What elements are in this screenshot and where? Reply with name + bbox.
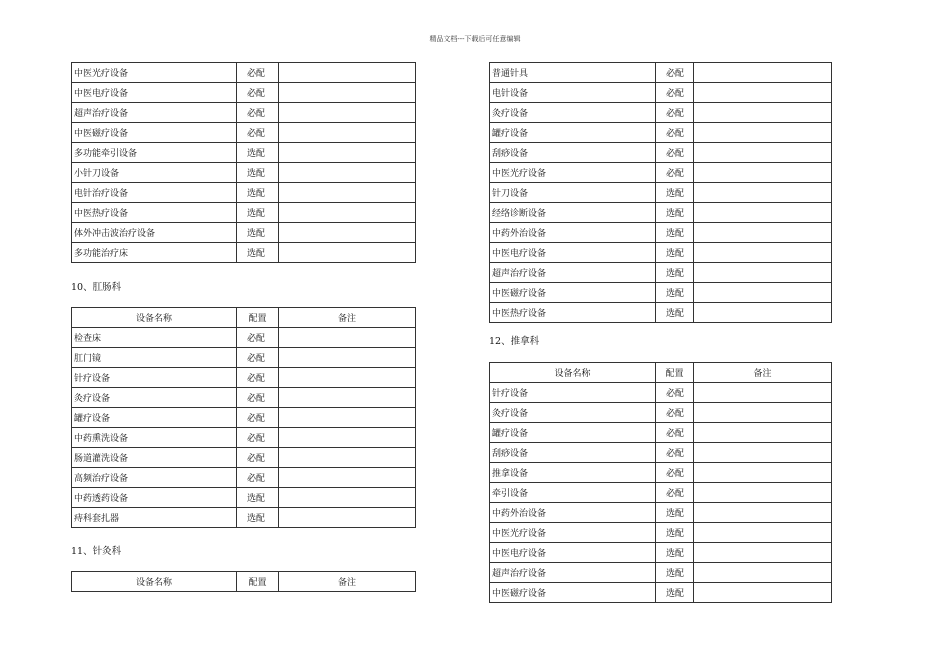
equipment-name-cell: 痔科套扎器 bbox=[72, 508, 237, 528]
config-cell: 选配 bbox=[656, 563, 694, 583]
config-cell: 选配 bbox=[656, 183, 694, 203]
remark-cell bbox=[694, 543, 832, 563]
table-row bbox=[72, 123, 416, 143]
remark-cell bbox=[279, 488, 416, 508]
config-cell: 选配 bbox=[237, 203, 279, 223]
config-cell: 选配 bbox=[237, 243, 279, 263]
equipment-name-cell: 灸疗设备 bbox=[490, 403, 656, 423]
equipment-name-cell: 中医电疗设备 bbox=[490, 243, 656, 263]
table-row bbox=[72, 143, 416, 163]
equipment-name-cell: 超声治疗设备 bbox=[72, 103, 237, 123]
remark-cell bbox=[279, 83, 416, 103]
equipment-name-cell: 刮痧设备 bbox=[490, 443, 656, 463]
remark-cell bbox=[279, 163, 416, 183]
table-row bbox=[490, 583, 832, 603]
table-row bbox=[490, 103, 832, 123]
remark-cell bbox=[694, 483, 832, 503]
table-row bbox=[72, 508, 416, 528]
config-cell: 必配 bbox=[656, 383, 694, 403]
column-header-config: 配置 bbox=[237, 308, 279, 328]
table-row bbox=[72, 408, 416, 428]
remark-cell bbox=[279, 143, 416, 163]
table-row bbox=[72, 488, 416, 508]
column-header-name: 设备名称 bbox=[490, 363, 656, 383]
config-cell: 选配 bbox=[656, 543, 694, 563]
table-row bbox=[72, 348, 416, 368]
config-cell: 选配 bbox=[656, 223, 694, 243]
remark-cell bbox=[279, 428, 416, 448]
equipment-name-cell: 肛门镜 bbox=[72, 348, 237, 368]
equipment-name-cell: 多功能治疗床 bbox=[72, 243, 237, 263]
table-row bbox=[72, 388, 416, 408]
page-header: 精品文档---下载后可任意编辑 bbox=[429, 35, 521, 43]
config-cell: 必配 bbox=[237, 63, 279, 83]
equipment-name-cell: 中医热疗设备 bbox=[490, 303, 656, 323]
table-row bbox=[490, 163, 832, 183]
remark-cell bbox=[279, 508, 416, 528]
table-row bbox=[490, 243, 832, 263]
equipment-name-cell: 多功能牵引设备 bbox=[72, 143, 237, 163]
column-header-name: 设备名称 bbox=[72, 308, 237, 328]
config-cell: 选配 bbox=[237, 183, 279, 203]
config-cell: 必配 bbox=[237, 348, 279, 368]
equipment-name-cell: 中药熏洗设备 bbox=[72, 428, 237, 448]
section-title-10: 10、肛肠科 bbox=[71, 282, 122, 293]
table-row bbox=[72, 243, 416, 263]
config-cell: 必配 bbox=[656, 443, 694, 463]
table-row bbox=[490, 443, 832, 463]
equipment-name-cell: 中药外治设备 bbox=[490, 503, 656, 523]
equipment-name-cell: 检查床 bbox=[72, 328, 237, 348]
equipment-name-cell: 中医光疗设备 bbox=[490, 163, 656, 183]
config-cell: 选配 bbox=[656, 263, 694, 283]
table-row bbox=[490, 263, 832, 283]
remark-cell bbox=[279, 103, 416, 123]
column-header-name: 设备名称 bbox=[72, 572, 237, 592]
remark-cell bbox=[694, 583, 832, 603]
section-title-11: 11、针灸科 bbox=[71, 546, 122, 557]
equipment-name-cell: 中医磁疗设备 bbox=[490, 583, 656, 603]
remark-cell bbox=[279, 203, 416, 223]
table-row bbox=[490, 183, 832, 203]
equipment-name-cell: 灸疗设备 bbox=[72, 388, 237, 408]
equipment-name-cell: 罐疗设备 bbox=[490, 423, 656, 443]
remark-cell bbox=[694, 203, 832, 223]
table-row bbox=[72, 448, 416, 468]
config-cell: 选配 bbox=[656, 303, 694, 323]
column-header-remark: 备注 bbox=[279, 572, 416, 592]
remark-cell bbox=[279, 448, 416, 468]
config-cell: 必配 bbox=[656, 463, 694, 483]
config-cell: 必配 bbox=[237, 123, 279, 143]
table-row bbox=[72, 203, 416, 223]
equipment-name-cell: 罐疗设备 bbox=[490, 123, 656, 143]
equipment-name-cell: 罐疗设备 bbox=[72, 408, 237, 428]
config-cell: 必配 bbox=[237, 83, 279, 103]
table-header-row bbox=[72, 308, 416, 328]
config-cell: 选配 bbox=[656, 583, 694, 603]
config-cell: 选配 bbox=[656, 203, 694, 223]
equipment-name-cell: 中医电疗设备 bbox=[490, 543, 656, 563]
equipment-name-cell: 牵引设备 bbox=[490, 483, 656, 503]
config-cell: 必配 bbox=[237, 408, 279, 428]
remark-cell bbox=[694, 263, 832, 283]
remark-cell bbox=[694, 183, 832, 203]
equipment-name-cell: 针疗设备 bbox=[490, 383, 656, 403]
equipment-name-cell: 经络诊断设备 bbox=[490, 203, 656, 223]
table-row bbox=[72, 428, 416, 448]
remark-cell bbox=[279, 123, 416, 143]
config-cell: 必配 bbox=[656, 103, 694, 123]
equipment-name-cell: 小针刀设备 bbox=[72, 163, 237, 183]
remark-cell bbox=[694, 243, 832, 263]
remark-cell bbox=[279, 388, 416, 408]
table-row bbox=[490, 143, 832, 163]
table-row bbox=[72, 368, 416, 388]
column-header-remark: 备注 bbox=[279, 308, 416, 328]
config-cell: 必配 bbox=[656, 123, 694, 143]
equipment-name-cell: 推拿设备 bbox=[490, 463, 656, 483]
equipment-name-cell: 中医电疗设备 bbox=[72, 83, 237, 103]
remark-cell bbox=[694, 563, 832, 583]
equipment-name-cell: 中医热疗设备 bbox=[72, 203, 237, 223]
remark-cell bbox=[694, 283, 832, 303]
config-cell: 选配 bbox=[656, 243, 694, 263]
remark-cell bbox=[279, 243, 416, 263]
remark-cell bbox=[694, 123, 832, 143]
equipment-name-cell: 体外冲击波治疗设备 bbox=[72, 223, 237, 243]
config-cell: 必配 bbox=[656, 83, 694, 103]
remark-cell bbox=[694, 103, 832, 123]
config-cell: 选配 bbox=[656, 503, 694, 523]
remark-cell bbox=[694, 163, 832, 183]
table-row bbox=[490, 483, 832, 503]
table-row bbox=[490, 523, 832, 543]
table-row bbox=[72, 183, 416, 203]
config-cell: 必配 bbox=[237, 388, 279, 408]
equipment-name-cell: 电针设备 bbox=[490, 83, 656, 103]
remark-cell bbox=[694, 463, 832, 483]
equipment-name-cell: 针刀设备 bbox=[490, 183, 656, 203]
remark-cell bbox=[279, 328, 416, 348]
table-row bbox=[72, 63, 416, 83]
remark-cell bbox=[279, 223, 416, 243]
table-row bbox=[490, 203, 832, 223]
remark-cell bbox=[694, 223, 832, 243]
table-row bbox=[72, 328, 416, 348]
remark-cell bbox=[694, 303, 832, 323]
equipment-table bbox=[489, 362, 832, 603]
table-row bbox=[72, 223, 416, 243]
equipment-table bbox=[489, 62, 832, 323]
remark-cell bbox=[279, 368, 416, 388]
equipment-name-cell: 刮痧设备 bbox=[490, 143, 656, 163]
section-title-12: 12、推拿科 bbox=[489, 336, 540, 347]
equipment-name-cell: 中医磁疗设备 bbox=[490, 283, 656, 303]
table-row bbox=[490, 423, 832, 443]
equipment-table bbox=[71, 62, 416, 263]
table-row bbox=[490, 563, 832, 583]
config-cell: 选配 bbox=[237, 163, 279, 183]
config-cell: 选配 bbox=[656, 523, 694, 543]
config-cell: 必配 bbox=[237, 468, 279, 488]
table-row bbox=[72, 468, 416, 488]
remark-cell bbox=[694, 383, 832, 403]
remark-cell bbox=[694, 83, 832, 103]
section10-table-block bbox=[71, 307, 416, 528]
remark-cell bbox=[279, 408, 416, 428]
table-row bbox=[490, 543, 832, 563]
left-top-table-block bbox=[71, 62, 416, 263]
remark-cell bbox=[279, 348, 416, 368]
table-header-row bbox=[72, 572, 416, 592]
remark-cell bbox=[279, 468, 416, 488]
equipment-table bbox=[71, 307, 416, 528]
equipment-name-cell: 中药外治设备 bbox=[490, 223, 656, 243]
equipment-name-cell: 高频治疗设备 bbox=[72, 468, 237, 488]
column-header-config: 配置 bbox=[237, 572, 279, 592]
remark-cell bbox=[694, 443, 832, 463]
config-cell: 必配 bbox=[237, 328, 279, 348]
table-row bbox=[490, 383, 832, 403]
table-row bbox=[72, 103, 416, 123]
equipment-name-cell: 超声治疗设备 bbox=[490, 563, 656, 583]
equipment-name-cell: 针疗设备 bbox=[72, 368, 237, 388]
remark-cell bbox=[694, 63, 832, 83]
config-cell: 必配 bbox=[237, 368, 279, 388]
config-cell: 必配 bbox=[656, 483, 694, 503]
right-top-table-block bbox=[489, 62, 832, 323]
equipment-name-cell: 电针治疗设备 bbox=[72, 183, 237, 203]
remark-cell bbox=[279, 63, 416, 83]
config-cell: 选配 bbox=[237, 488, 279, 508]
equipment-name-cell: 灸疗设备 bbox=[490, 103, 656, 123]
equipment-name-cell: 中药透药设备 bbox=[72, 488, 237, 508]
remark-cell bbox=[694, 503, 832, 523]
config-cell: 选配 bbox=[237, 508, 279, 528]
table-row bbox=[490, 503, 832, 523]
config-cell: 必配 bbox=[656, 403, 694, 423]
config-cell: 必配 bbox=[656, 423, 694, 443]
config-cell: 选配 bbox=[237, 143, 279, 163]
config-cell: 选配 bbox=[237, 223, 279, 243]
config-cell: 必配 bbox=[656, 163, 694, 183]
config-cell: 必配 bbox=[656, 63, 694, 83]
remark-cell bbox=[694, 523, 832, 543]
equipment-name-cell: 普通针具 bbox=[490, 63, 656, 83]
section12-table-block bbox=[489, 362, 832, 603]
table-row bbox=[490, 123, 832, 143]
table-row bbox=[490, 463, 832, 483]
config-cell: 必配 bbox=[237, 428, 279, 448]
remark-cell bbox=[694, 143, 832, 163]
remark-cell bbox=[279, 183, 416, 203]
table-row bbox=[490, 283, 832, 303]
equipment-name-cell: 超声治疗设备 bbox=[490, 263, 656, 283]
table-row bbox=[490, 63, 832, 83]
remark-cell bbox=[694, 423, 832, 443]
table-row bbox=[490, 403, 832, 423]
column-header-remark: 备注 bbox=[694, 363, 832, 383]
column-header-config: 配置 bbox=[656, 363, 694, 383]
config-cell: 必配 bbox=[237, 448, 279, 468]
equipment-table bbox=[71, 571, 416, 592]
table-row bbox=[490, 223, 832, 243]
equipment-name-cell: 肠道灌洗设备 bbox=[72, 448, 237, 468]
equipment-name-cell: 中医磁疗设备 bbox=[72, 123, 237, 143]
equipment-name-cell: 中医光疗设备 bbox=[490, 523, 656, 543]
remark-cell bbox=[694, 403, 832, 423]
table-row bbox=[490, 303, 832, 323]
section11-table-block bbox=[71, 571, 416, 592]
equipment-name-cell: 中医光疗设备 bbox=[72, 63, 237, 83]
table-row bbox=[72, 83, 416, 103]
config-cell: 必配 bbox=[237, 103, 279, 123]
config-cell: 选配 bbox=[656, 283, 694, 303]
table-row bbox=[72, 163, 416, 183]
table-row bbox=[490, 83, 832, 103]
config-cell: 必配 bbox=[656, 143, 694, 163]
table-header-row bbox=[490, 363, 832, 383]
